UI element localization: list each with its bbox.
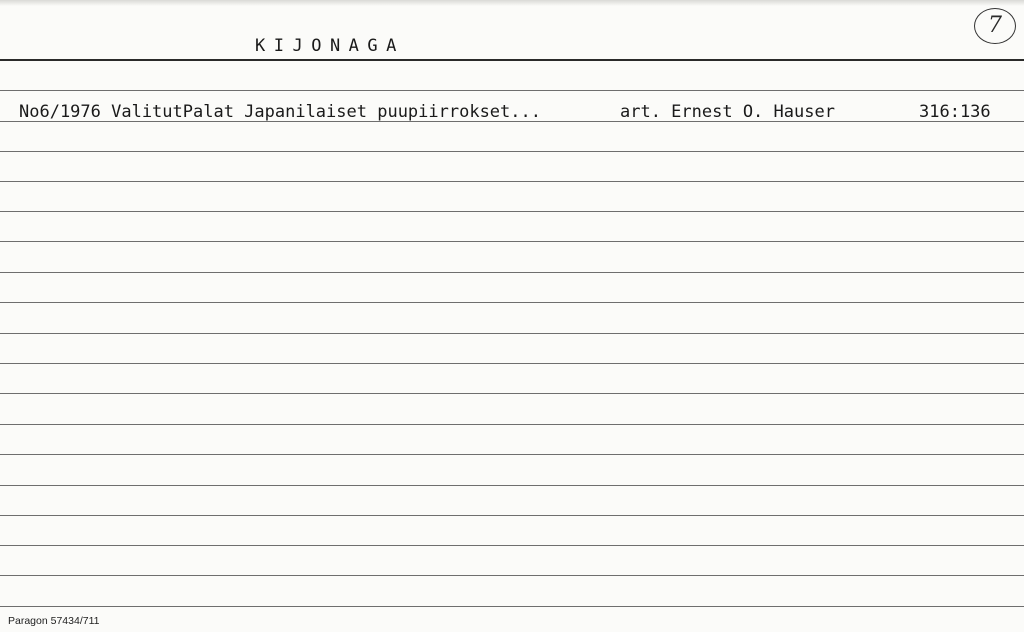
entry-code: 316:136 <box>919 102 991 122</box>
entry-title: No6/1976 ValitutPalat Japanilaiset puupiirrokset... <box>19 102 541 122</box>
ruled-line <box>0 272 1024 273</box>
ruled-line <box>0 515 1024 516</box>
ruled-line <box>0 363 1024 364</box>
ruled-line <box>0 454 1024 455</box>
ruled-line <box>0 333 1024 334</box>
ruled-line <box>0 575 1024 576</box>
ruled-line <box>0 545 1024 546</box>
ruled-line <box>0 90 1024 91</box>
ruled-line <box>0 393 1024 394</box>
ruled-line <box>0 485 1024 486</box>
card-number-circle: 7 <box>974 8 1016 44</box>
entry-author: art. Ernest O. Hauser <box>620 102 835 122</box>
ruled-line <box>0 211 1024 212</box>
ruled-line <box>0 302 1024 303</box>
ruled-line <box>0 151 1024 152</box>
printer-imprint: Paragon 57434/711 <box>8 615 100 627</box>
ruled-line <box>0 424 1024 425</box>
card-top-edge <box>0 0 1024 6</box>
ruled-line <box>0 241 1024 242</box>
ruled-line <box>0 606 1024 607</box>
card-heading: KIJONAGA <box>255 36 405 56</box>
ruled-line <box>0 181 1024 182</box>
heading-rule <box>0 59 1024 61</box>
